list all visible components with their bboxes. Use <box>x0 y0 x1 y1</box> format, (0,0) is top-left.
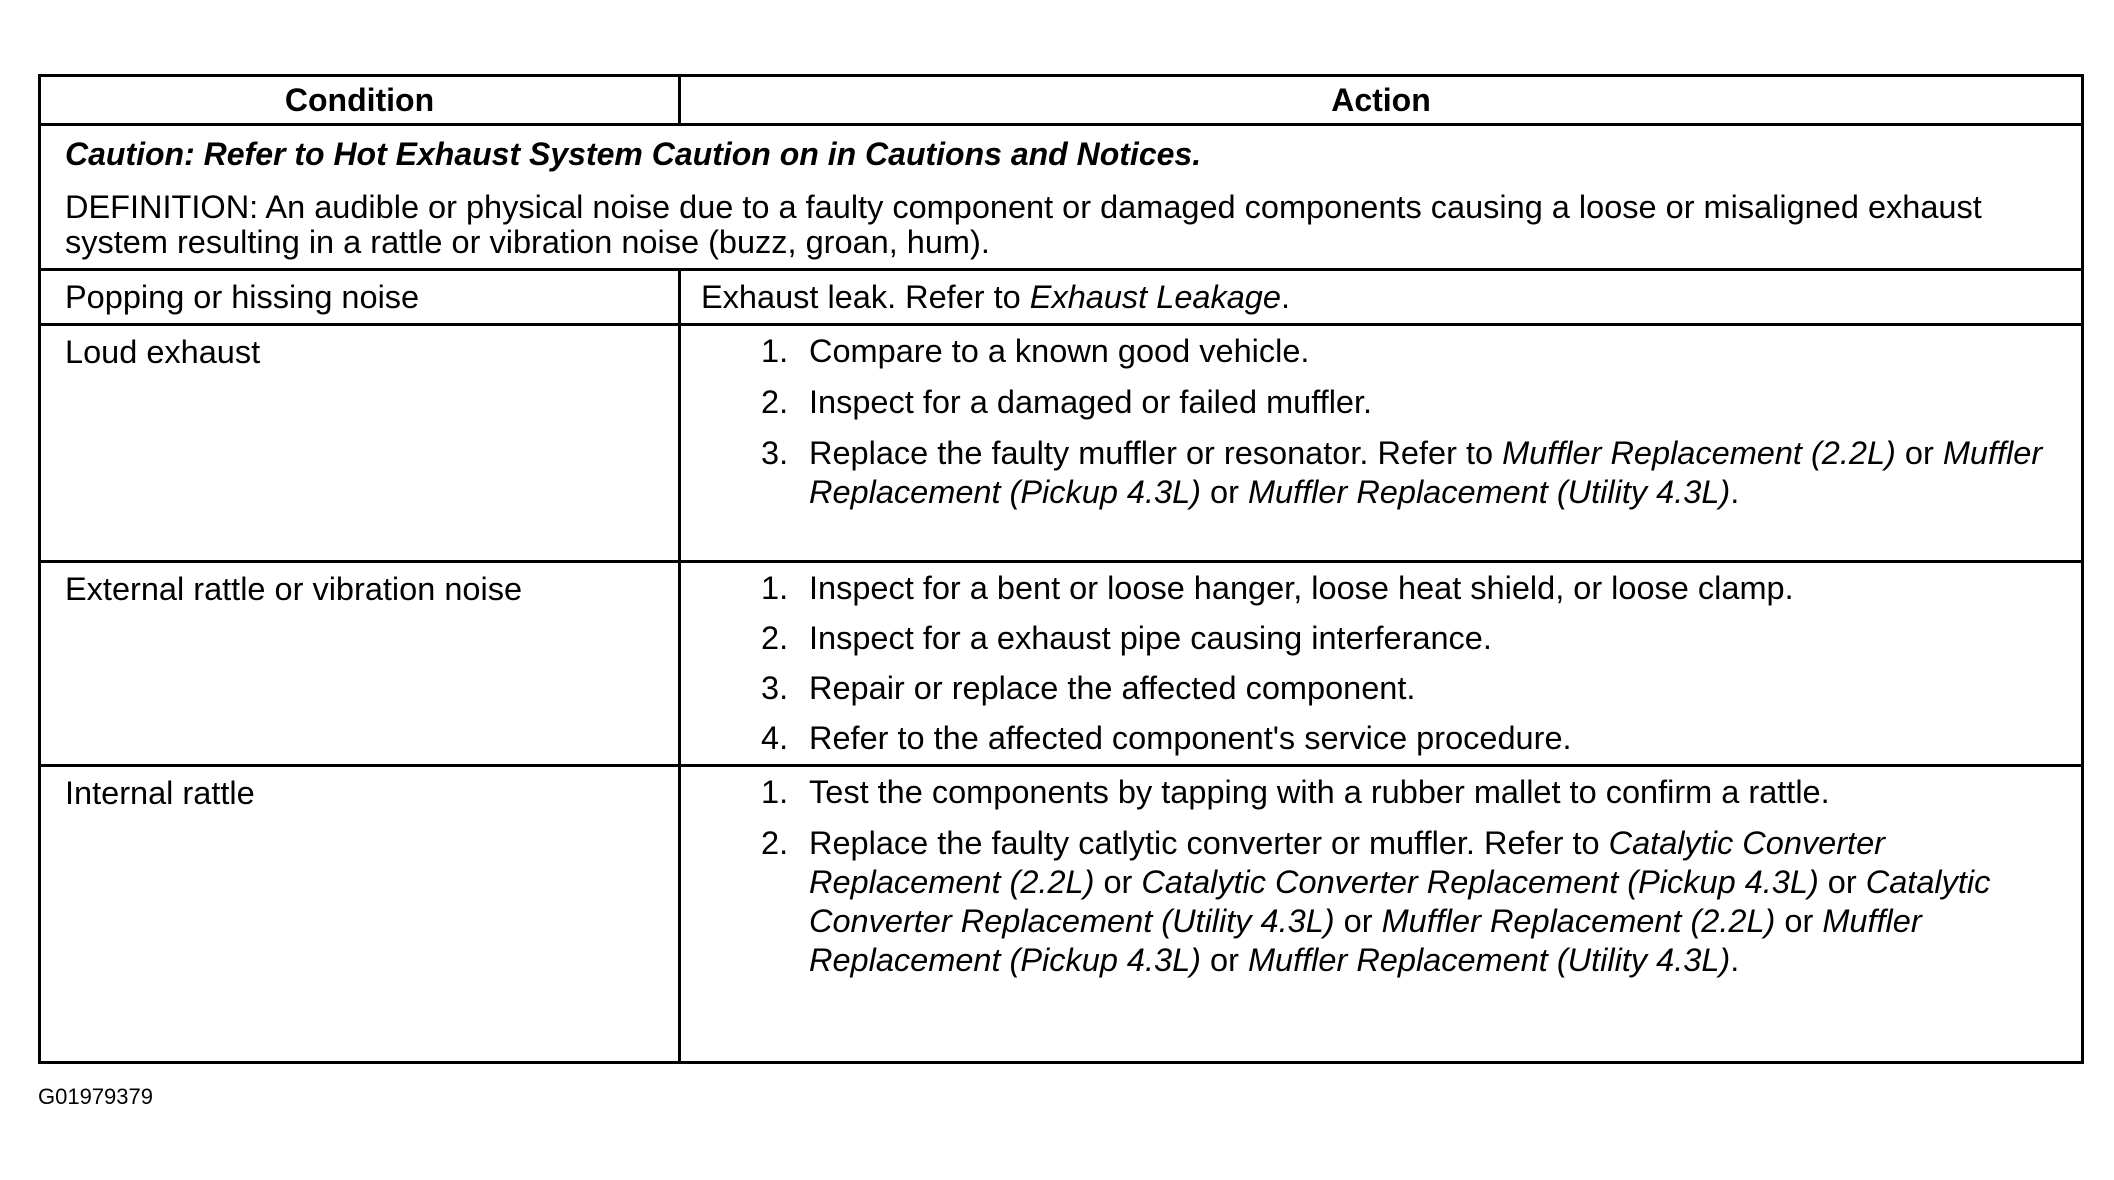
step-text: Inspect for a bent or loose hanger, loose heat shield, or loose clamp. <box>809 570 1794 606</box>
condition-text: Loud exhaust <box>65 334 261 370</box>
step-number: 3. <box>761 670 789 706</box>
step-text-part: . <box>1730 474 1740 510</box>
step-item <box>761 434 2061 512</box>
action-reference: Exhaust Leakage <box>1029 279 1281 315</box>
step-text: Inspect for a exhaust pipe causing interferance. <box>809 620 1492 656</box>
step-item <box>761 383 2061 422</box>
table-header-row <box>41 77 2081 123</box>
table-row <box>41 326 2081 560</box>
figure-id: G01979379 <box>38 1084 153 1109</box>
step-number: 4. <box>761 720 789 756</box>
condition-cell <box>41 271 681 323</box>
step-reference: Muffler Replacement (2.2L) <box>1381 903 1776 939</box>
step-text: Inspect for a damaged or failed muffler. <box>809 384 1373 420</box>
step-text: Refer to the affected component's service procedure. <box>809 720 1572 756</box>
step-item <box>761 669 2061 708</box>
table-row <box>41 767 2081 1061</box>
condition-text: Internal rattle <box>65 775 255 811</box>
step-text-part: or <box>1201 474 1248 510</box>
step-item <box>761 719 2061 758</box>
step-item <box>761 332 2061 371</box>
action-cell <box>681 767 2081 1061</box>
action-end: . <box>1280 279 1290 315</box>
step-item <box>761 619 2061 658</box>
step-reference: Catalytic Converter Replacement (Pickup 4.3L) <box>1141 864 1819 900</box>
definition-text: DEFINITION: An audible or physical noise due to a faulty component or damaged components causing a loose or misaligned exhaust system resulting in a rattle or vibration noise (buzz, groan, hum). <box>65 189 1982 260</box>
step-text-part: or <box>1201 942 1248 978</box>
step-reference: Muffler Replacement (Pickup 4.3L) <box>809 435 2043 510</box>
step-reference: Muffler Replacement (Utility 4.3L) <box>1247 474 1731 510</box>
step-reference: Catalytic Converter Replacement (2.2L) <box>809 825 1885 900</box>
step-reference: Muffler Replacement (2.2L) <box>1502 435 1896 471</box>
step-reference: Muffler Replacement (Utility 4.3L) <box>1247 942 1731 978</box>
action-cell <box>681 271 2081 323</box>
step-list <box>761 332 2061 524</box>
action-text <box>701 279 1290 316</box>
caution-text: Caution: Refer to Hot Exhaust System Caution on in Cautions and Notices. <box>65 136 1202 172</box>
step-text <box>809 824 2029 980</box>
step-item <box>761 773 2061 812</box>
step-number: 2. <box>761 384 789 420</box>
step-number: 2. <box>761 825 789 861</box>
header-action: Action <box>1331 82 1431 118</box>
condition-cell <box>41 767 681 1061</box>
step-text-part: Replace the faulty muffler or resonator. Refer to <box>809 435 1503 471</box>
step-number: 1. <box>761 774 789 810</box>
step-item <box>761 569 2061 608</box>
step-text: Repair or replace the affected component. <box>809 670 1416 706</box>
condition-cell <box>41 326 681 560</box>
step-reference: Catalytic Converter Replacement (Utility 4.3L) <box>809 864 1991 939</box>
step-text-part: . <box>1730 942 1740 978</box>
step-text-part: or <box>1818 864 1866 900</box>
step-text-part: or <box>1334 903 1382 939</box>
step-reference: Muffler Replacement (Pickup 4.3L) <box>809 903 1922 978</box>
caution-row <box>41 126 2081 268</box>
step-number: 3. <box>761 435 789 471</box>
condition-text: Popping or hissing noise <box>65 279 420 315</box>
diagnostic-table <box>38 74 2084 1064</box>
condition-cell <box>41 563 681 764</box>
step-text: Compare to a known good vehicle. <box>809 333 1310 369</box>
step-text: Test the components by tapping with a rubber mallet to confirm a rattle. <box>809 774 1830 810</box>
step-text-part: or <box>1895 435 1943 471</box>
table-row <box>41 271 2081 323</box>
step-text <box>809 434 2109 512</box>
step-text-part: or <box>1775 903 1823 939</box>
step-list <box>761 773 2061 992</box>
action-plain-text: Exhaust leak. Refer to <box>701 279 1030 315</box>
step-number: 1. <box>761 333 789 369</box>
action-cell <box>681 563 2081 764</box>
condition-text: External rattle or vibration noise <box>65 571 523 607</box>
step-number: 1. <box>761 570 789 606</box>
step-list <box>761 569 2061 758</box>
step-text-part: or <box>1094 864 1142 900</box>
table-row <box>41 563 2081 764</box>
header-condition: Condition <box>41 77 681 123</box>
step-text-part: Replace the faulty catlytic converter or muffler. Refer to <box>809 825 1609 861</box>
action-cell <box>681 326 2081 560</box>
step-number: 2. <box>761 620 789 656</box>
step-item <box>761 824 2061 980</box>
